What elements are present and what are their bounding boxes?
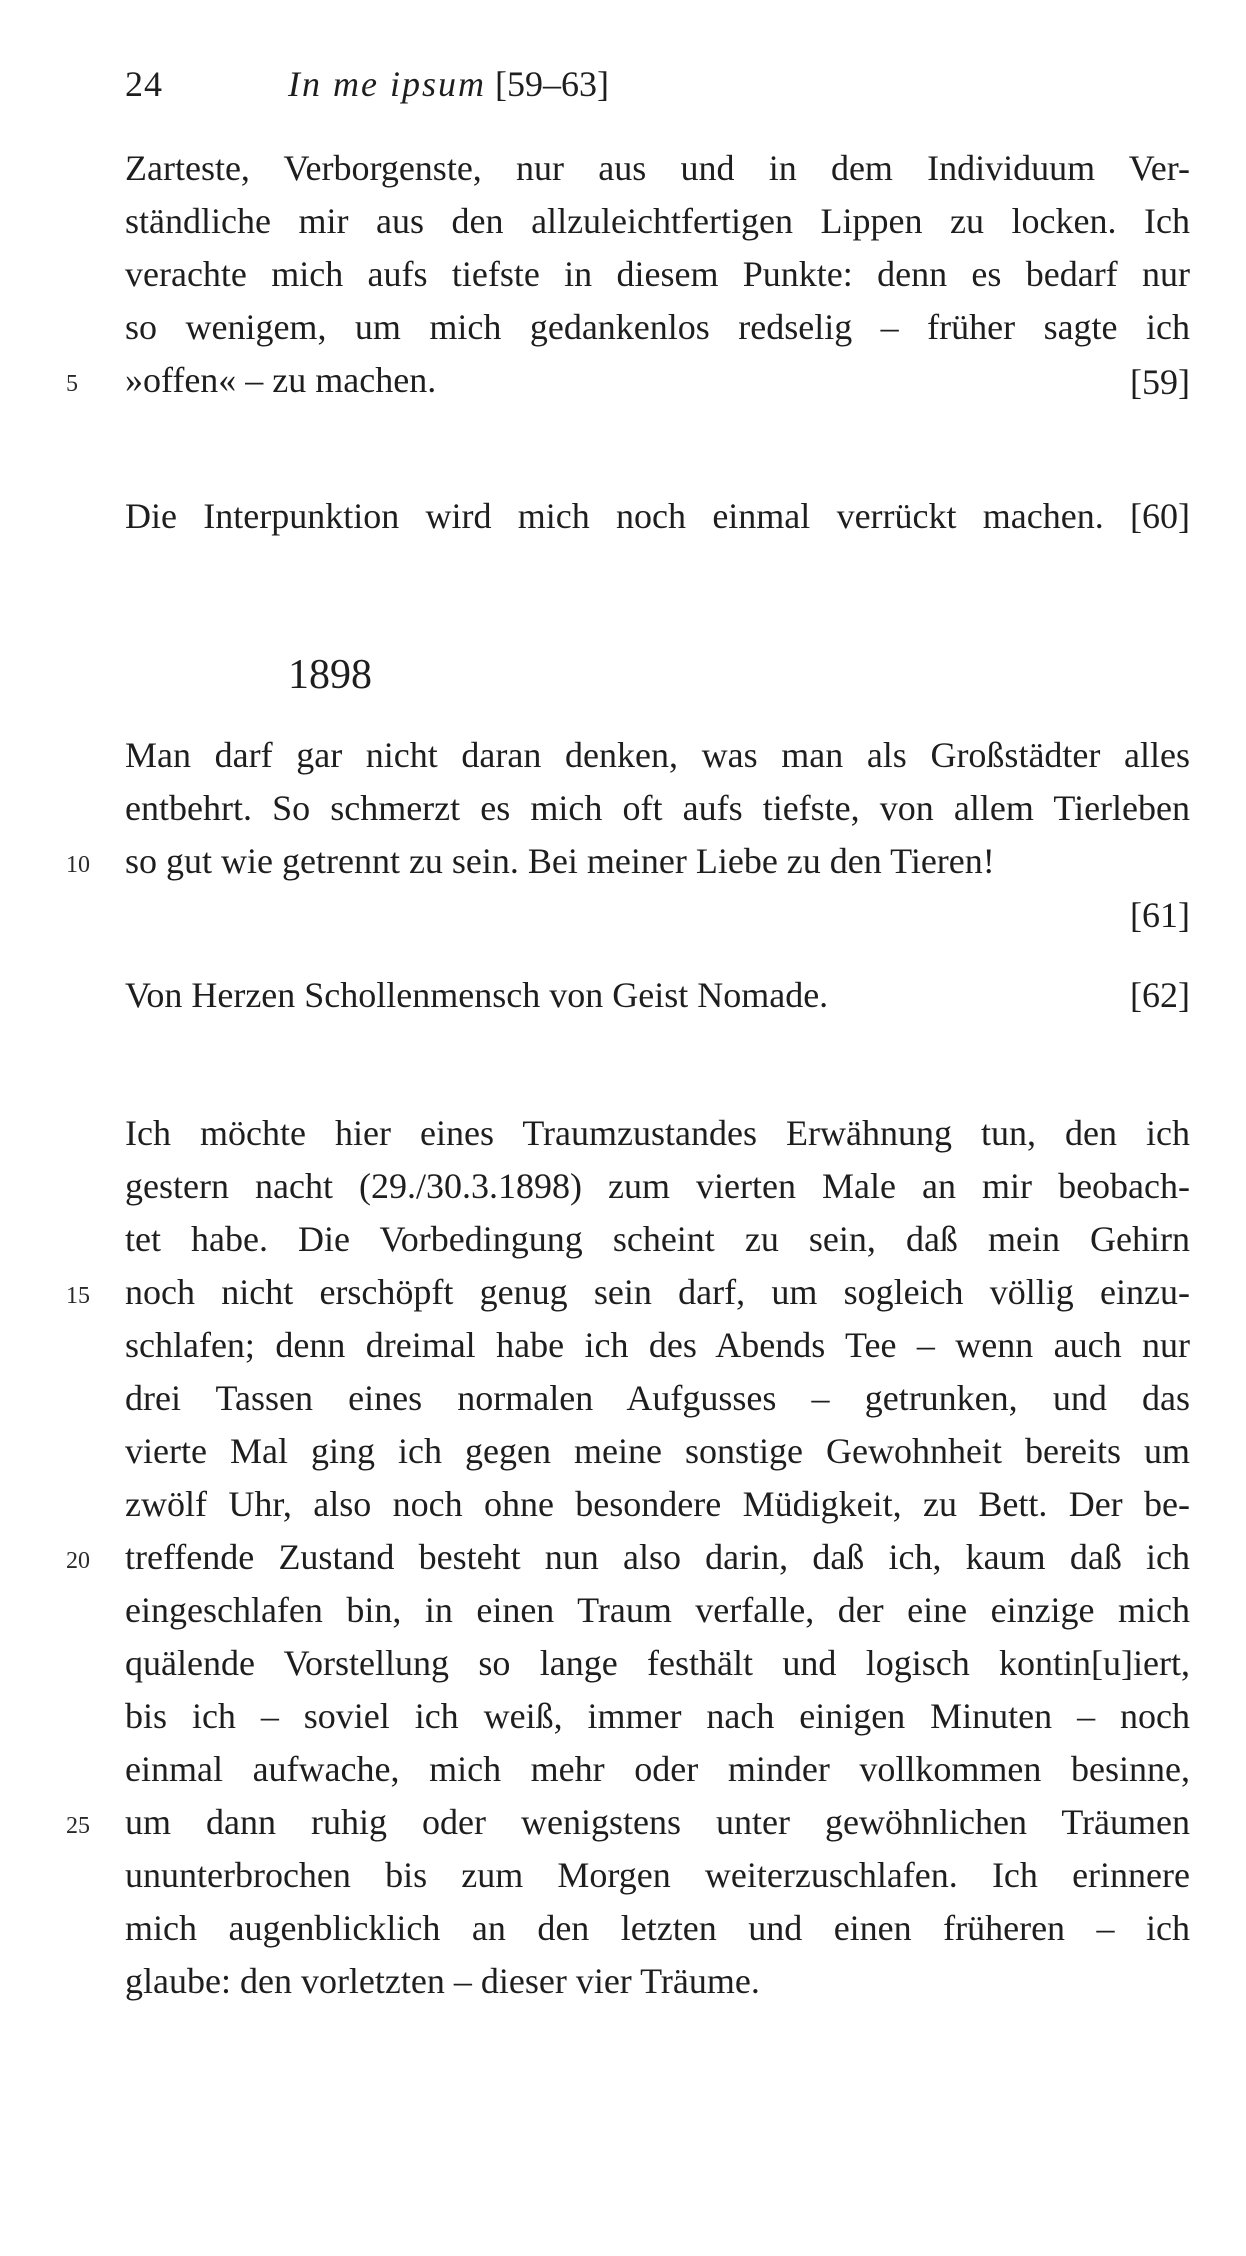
line-number: 5 [66, 371, 78, 397]
running-title [288, 62, 609, 106]
line-number: 20 [66, 1548, 90, 1574]
text-line: Man darf gar nicht daran denken, was man als Großstädter alles [125, 735, 1190, 775]
line-number: 25 [66, 1813, 90, 1839]
text-line: gestern nacht (29./30.3.1898) zum vierten Male an mir beobach- [125, 1166, 1190, 1206]
text-line: treffende Zustand besteht nun also darin, daß ich, kaum daß ich [125, 1537, 1190, 1577]
line-number: 15 [66, 1283, 90, 1309]
text-line: bis ich – soviel ich weiß, immer nach einigen Minuten – noch [125, 1696, 1190, 1736]
text-line: zwölf Uhr, also noch ohne besondere Müdigkeit, zu Bett. Der be- [125, 1484, 1190, 1524]
text-line: noch nicht erschöpft genug sein darf, um sogleich völlig einzu- [125, 1272, 1190, 1312]
text-line: so gut wie getrennt zu sein. Bei meiner Liebe zu den Tieren! [125, 841, 995, 881]
text-line: verachte mich aufs tiefste in diesem Punkte: denn es bedarf nur [125, 254, 1190, 294]
entry-reference: [61] [1130, 895, 1190, 935]
text-line: tet habe. Die Vorbedingung scheint zu sein, daß mein Gehirn [125, 1219, 1190, 1259]
text-line: mich augenblicklich an den letzten und einen früheren – ich [125, 1908, 1190, 1948]
text-line: »offen« – zu machen. [125, 360, 437, 400]
text-line: so wenigem, um mich gedankenlos redselig – früher sagte ich [125, 307, 1190, 347]
text-line: glaube: den vorletzten – dieser vier Träume. [125, 1961, 760, 2001]
text-line: eingeschlafen bin, in einen Traum verfalle, der eine einzige mich [125, 1590, 1190, 1630]
text-line: entbehrt. So schmerzt es mich oft aufs tiefste, von allem Tierleben [125, 788, 1190, 828]
text-line: Die Interpunktion wird mich noch einmal verrückt machen. [60] [125, 496, 1190, 536]
year-heading: 1898 [288, 652, 372, 698]
text-line: einmal aufwache, mich mehr oder minder vollkommen besinne, [125, 1749, 1190, 1789]
running-title-text: In me ipsum [288, 64, 486, 104]
page-number: 24 [125, 64, 163, 104]
text-line: quälende Vorstellung so lange festhält und logisch kontin[u]iert, [125, 1643, 1190, 1683]
text-line: ununterbrochen bis zum Morgen weiterzuschlafen. Ich erinnere [125, 1855, 1190, 1895]
entry-range: [59–63] [494, 64, 609, 104]
text-line: Zarteste, Verborgenste, nur aus und in dem Individuum Ver- [125, 148, 1190, 188]
text-line: Ich möchte hier eines Traumzustandes Erwähnung tun, den ich [125, 1113, 1190, 1153]
text-line: drei Tassen eines normalen Aufgusses – getrunken, und das [125, 1378, 1190, 1418]
entry-reference: [62] [1130, 975, 1190, 1015]
text-line: Von Herzen Schollenmensch von Geist Nomade. [125, 975, 829, 1015]
line-number: 10 [66, 852, 90, 878]
text-line: vierte Mal ging ich gegen meine sonstige Gewohnheit bereits um [125, 1431, 1190, 1471]
text-line: ständliche mir aus den allzuleichtfertigen Lippen zu locken. Ich [125, 201, 1190, 241]
text-line: um dann ruhig oder wenigstens unter gewöhnlichen Träumen [125, 1802, 1190, 1842]
text-line: schlafen; denn dreimal habe ich des Abends Tee – wenn auch nur [125, 1325, 1190, 1365]
entry-reference: [59] [1130, 362, 1190, 402]
